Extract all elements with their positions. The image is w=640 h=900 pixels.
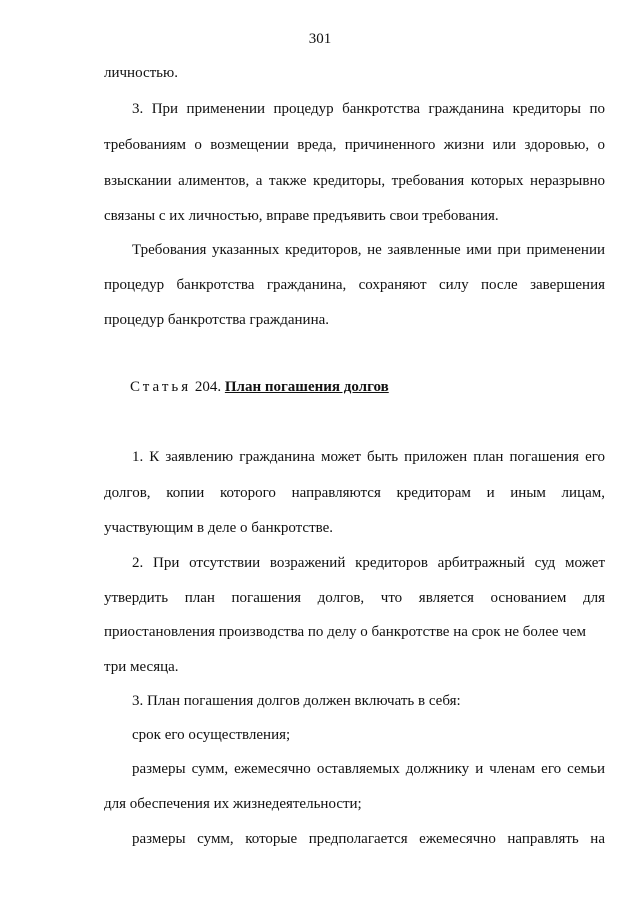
text-line: Требования указанных кредиторов, не заявленные ими при применении — [132, 242, 605, 258]
text-line: связаны с их личностью, вправе предъявить свои требования. — [104, 208, 499, 224]
text-line: 2. При отсутствии возражений кредиторов арбитражный суд может — [132, 555, 605, 571]
text-line: требованиям о возмещении вреда, причиненного жизни или здоровью, о — [104, 137, 605, 153]
text-line: личностью. — [104, 65, 178, 81]
text-line: для обеспечения их жизнедеятельности; — [104, 796, 362, 812]
text-line: 3. План погашения долгов должен включать в себя: — [132, 693, 461, 709]
text-line: долгов, копии которого направляются кредиторам и иным лицам, — [104, 485, 605, 501]
text-line: три месяца. — [104, 659, 179, 675]
text-line: 1. К заявлению гражданина может быть приложен план погашения его — [132, 449, 605, 465]
text-line: приостановления производства по делу о банкротстве на срок не более чем — [104, 624, 586, 640]
text-line: процедур банкротства гражданина. — [104, 312, 329, 328]
text-line: 3. При применении процедур банкротства гражданина кредиторы по — [132, 101, 605, 117]
article-title: План погашения долгов — [224, 379, 389, 395]
article-number: 204. — [194, 379, 222, 395]
text-line: утвердить план погашения долгов, что является основанием для — [104, 590, 605, 606]
text-line: процедур банкротства гражданина, сохраняют силу после завершения — [104, 277, 605, 293]
article-heading — [130, 378, 600, 396]
text-line: размеры сумм, которые предполагается ежемесячно направлять на — [132, 831, 605, 847]
text-line: взыскании алиментов, а также кредиторы, требования которых неразрывно — [104, 173, 605, 189]
text-line: размеры сумм, ежемесячно оставляемых должнику и членам его семьи — [132, 761, 605, 777]
text-line: срок его осуществления; — [132, 727, 291, 743]
page-number: 301 — [308, 31, 332, 47]
article-label: Статья — [130, 379, 192, 395]
text-line: участвующим в деле о банкротстве. — [104, 520, 334, 536]
